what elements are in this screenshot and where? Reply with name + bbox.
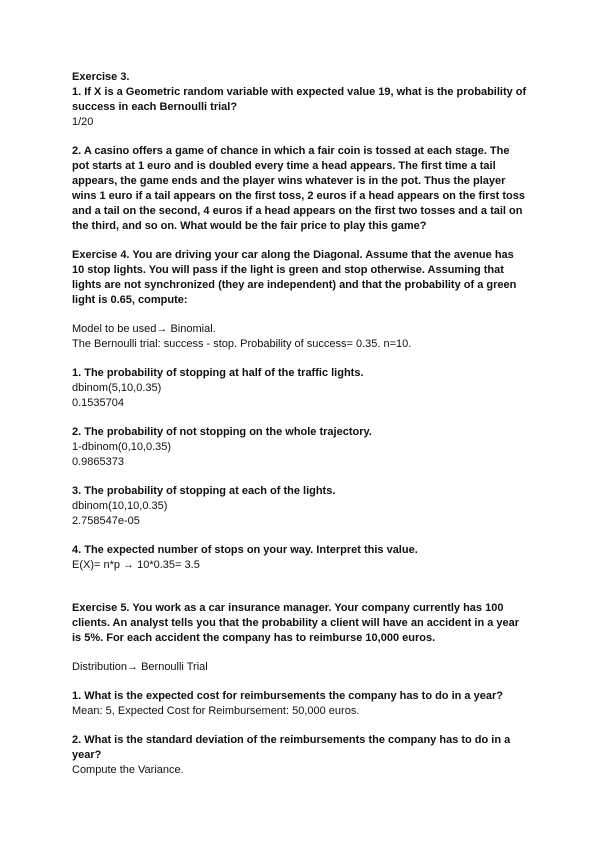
exercise-3-title: Exercise 3. [72,71,130,83]
exercise-5-question-2: 2. What is the standard deviation of the reimbursements the company has to do in a year? [72,734,511,761]
exercise-4-question-1: 1. The probability of stopping at half of the traffic lights. [72,367,364,379]
exercise-3-answer-1: 1/20 [72,116,94,128]
exercise-4-model: Model to be used→ Binomial. [72,323,216,335]
exercise-5-intro: Exercise 5. You work as a car insurance manager. Your company currently has 100 clients. An analyst tells you that the probability a client will have an accident in a year is 5%. For each accident the company has to reimburse 10,000 euros. [72,602,520,644]
exercise-5-distribution: Distribution→ Bernoulli Trial [72,661,208,673]
exercise-4-question-2: 2. The probability of not stopping on the whole trajectory. [72,426,372,438]
exercise-4-q4-answer: E(X)= n*p → 10*0.35= 3.5 [72,559,200,571]
exercise-4-q3-result: 2.758547e-05 [72,515,140,527]
exercise-5-question-1: 1. What is the expected cost for reimbursements the company has to do in a year? [72,690,503,702]
exercise-4-question-4: 4. The expected number of stops on your way. Interpret this value. [72,544,418,556]
exercise-4-q1-result: 0.1535704 [72,397,124,409]
exercise-4-intro: Exercise 4. You are driving your car along the Diagonal. Assume that the avenue has 10 stop lights. You will pass if the light is green and stop otherwise. Assuming that lights are not synchronized (they are independent) and that the probability of a green light is 0.65, compute: [72,249,517,306]
exercise-5-answer-1: Mean: 5, Expected Cost for Reimbursement: 50,000 euros. [72,705,360,717]
exercise-4-trial: The Bernoulli trial: success - stop. Probability of success= 0.35. n=10. [72,338,412,350]
exercise-5-answer-2: Compute the Variance. [72,764,184,776]
exercise-4-q3-code: dbinom(10,10,0.35) [72,500,168,512]
exercise-4-question-3: 3. The probability of stopping at each of the lights. [72,485,336,497]
exercise-4-q2-result: 0.9865373 [72,456,124,468]
exercise-4-q1-code: dbinom(5,10,0.35) [72,382,162,394]
exercise-3-question-1: 1. If X is a Geometric random variable with expected value 19, what is the probability of success in each Bernoulli trial? [72,86,527,113]
exercise-3-question-2: 2. A casino offers a game of chance in which a fair coin is tossed at each stage. The pot starts at 1 euro and is doubled every time a head appears. The first time a tail appears, the game ends and the player wins whatever is in the pot. Thus the player wins 1 euro if a tail appears on the first toss, 2 euros if a head appears on the first toss and a tail on the second, 4 euros if a head appears on the first two tosses and a tail on the third, and so on. What would be the fair price to play this game? [72,145,525,232]
exercise-4-q2-code: 1-dbinom(0,10,0.35) [72,441,172,453]
